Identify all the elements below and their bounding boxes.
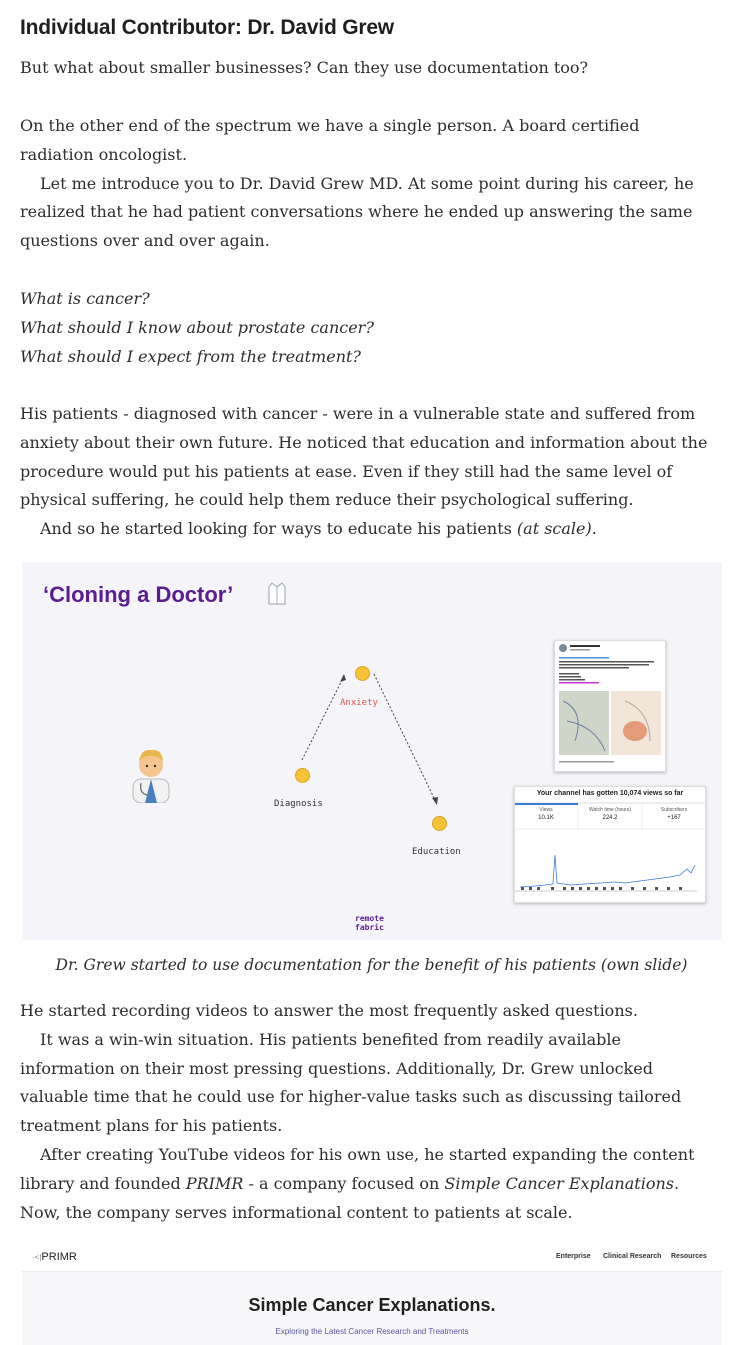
stat-subs-label: Subscribers [660,807,688,813]
simple-cancer-emphasis: Simple Cancer Explanations [444,1173,674,1193]
tweet-content-image [555,641,665,771]
primr-emphasis: PRIMR [185,1173,244,1193]
stat-views-value: 10.1K [538,815,554,821]
paragraph-scale [20,515,597,544]
relieved-face-icon [432,816,447,831]
paragraph-win-win: It was a win-win situation. His patients benefited from readily available information on their most pressing questions. Additionally, Dr. Grew unlocked valuable time that he could use for higher-value tasks such as discussing tailored treatment plans for his patients. [20,1029,682,1136]
brand-line-1: remote [355,914,384,923]
paragraph-videos [20,997,715,1227]
diagnosis-label: Diagnosis [274,799,323,809]
paragraph-spectrum [20,112,715,256]
primr-website-screenshot [22,1245,722,1345]
question-item: What should I know about prostate cancer? [20,317,374,337]
paragraph-scale-end: . [591,519,597,539]
at-scale-emphasis: (at scale) [516,519,592,539]
education-label: Education [412,847,461,857]
primr-text-c: . Now, the company serves informational content to patients at scale. [20,1173,680,1222]
primr-nav-enterprise: Enterprise [556,1253,591,1260]
primr-logo-text: PRIMR [41,1251,77,1263]
brand-line-2: fabric [355,923,384,932]
primr-nav-resources: Resources [671,1253,707,1260]
paragraph-videos-text: He started recording videos to answer the most frequently asked questions. [20,1001,638,1020]
primr-nav-clinical-research: Clinical Research [603,1253,662,1260]
remote-fabric-logo [355,914,384,932]
paragraph-patients [20,400,715,544]
question-item: What is cancer? [20,289,150,308]
paragraph-scale-text: And so he started looking for ways to educate his patients [40,519,517,539]
primr-subheadline: Exploring the Latest Cancer Research and Treatments [275,1327,469,1336]
paragraph-intro: But what about smaller businesses? Can they use documentation too? [20,58,589,77]
primr-text-a: After creating YouTube videos for his own use, he started expanding the content library and founded [20,1144,695,1193]
question-list [20,285,715,371]
question-item: What should I expect from the treatment? [20,346,362,366]
primr-navbar [22,1245,722,1272]
primr-headline: Simple Cancer Explanations. [248,1295,496,1315]
paragraph-spectrum-text: On the other end of the spectrum we have a single person. A board certified radiation oncologist. [20,116,640,164]
slide-title: ‘Cloning a Doctor’ [43,582,234,607]
worried-face-icon [295,768,310,783]
cloning-doctor-slide [22,562,722,940]
scared-face-icon [355,666,370,681]
stat-views-label: Views [539,807,553,813]
section-heading: Individual Contributor: Dr. David Grew [20,16,394,39]
views-line-chart [515,787,705,902]
youtube-stats-screenshot [514,786,706,903]
stat-subs-value: +167 [667,815,681,821]
stat-watch-value: 224.2 [602,815,618,821]
primr-logo: ·<|PRIMR [32,1251,77,1263]
stat-watch-label: Watch time (hours) [588,807,632,813]
paragraph-patients-text: His patients - diagnosed with cancer - were in a vulnerable state and suffered from anxiety about their own future. He noticed that education and information about the procedure would put his patients at ease. Even if they still had the same level of physical suffering, he could help them reduce their psychological suffering. [20,404,708,510]
stats-title: Your channel has gotten 10,074 views so far [536,790,684,797]
tweet-screenshot [554,640,666,772]
primr-text-b: - a company focused on [243,1173,445,1193]
paragraph-introduce: Let me introduce you to Dr. David Grew MD. At some point during his career, he realized that he had patient conversations where he ended up answering the same questions over and over again. [20,173,694,251]
paragraph-primr [20,1141,715,1227]
slide-caption: Dr. Grew started to use documentation for the benefit of his patients (own slide) [55,956,688,974]
anxiety-label: Anxiety [340,698,378,708]
